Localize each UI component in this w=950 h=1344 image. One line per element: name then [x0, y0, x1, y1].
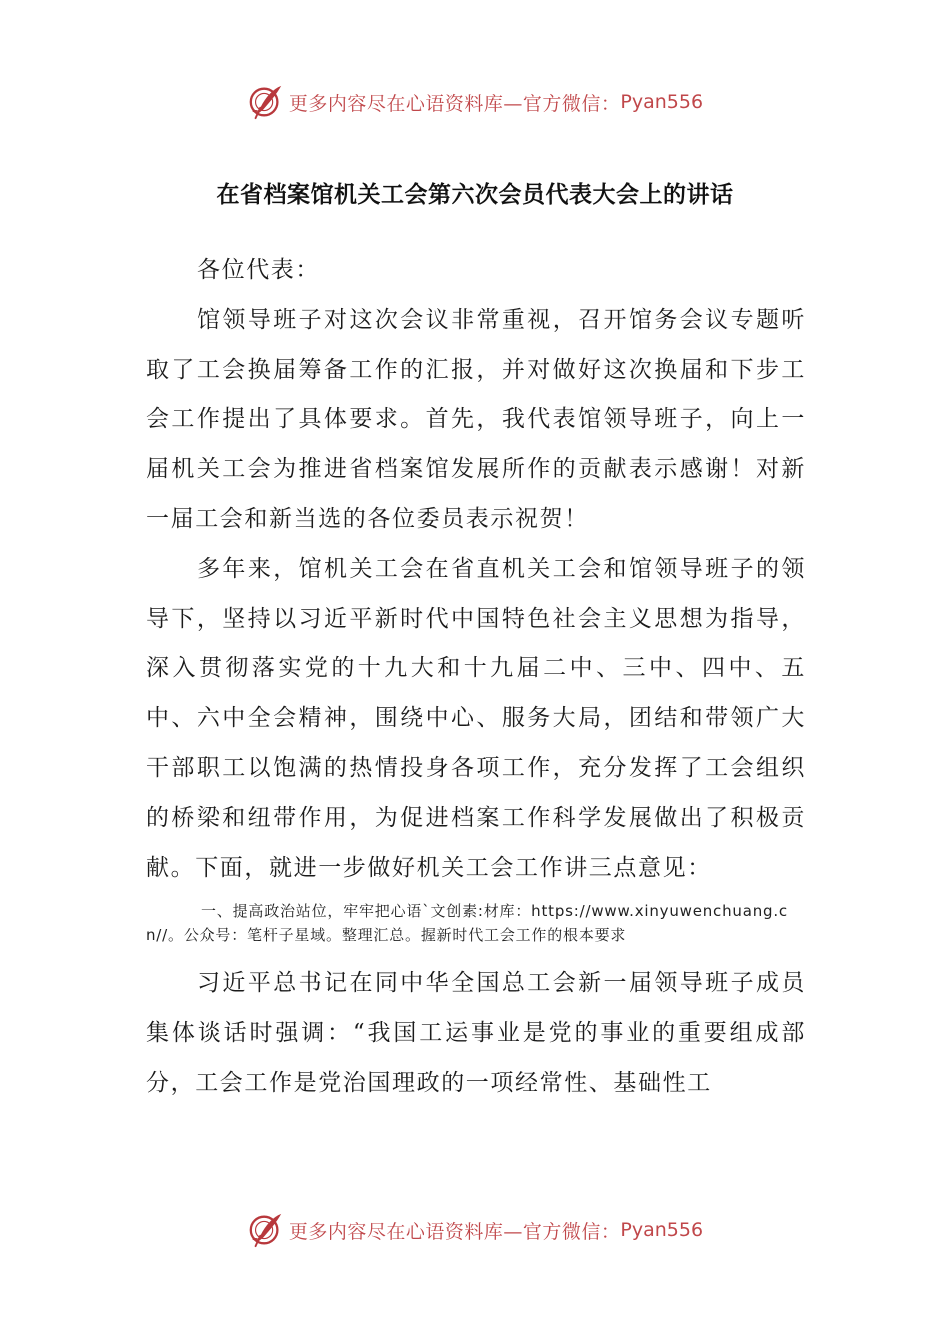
document-title: 在省档案馆机关工会第六次会员代表大会上的讲话 [216, 182, 734, 208]
body-paragraph: 多年来，馆机关工会在省直机关工会和馆领导班子的领导下，坚持以习近平新时代中国特色社会主义思想为指导，深入贯彻落实党的十九大和十九届二中、三中、四中、五中、六中全会精神，围绕中心、服务大局，团结和带领广大干部职工以饱满的热情投身各项工作，充分发挥了工会组织的桥梁和纽带作用，为促进档案工作科学发展做出了积极贡献。下面，就进一步做好机关工会工作讲三点意见： [146, 555, 806, 881]
watermark-wechat-id: Pyan556 [620, 91, 704, 113]
body-paragraph: 习近平总书记在同中华全国总工会新一届领导班子成员集体谈话时强调：“我国工运事业是党的事业的重要组成部分，工会工作是党治国理政的一项经常性、基础性工 [146, 970, 806, 1096]
watermark-wechat-id: Pyan556 [620, 1219, 704, 1241]
watermark-text: 更多内容尽在心语资料库—官方微信： [288, 92, 621, 115]
watermark-banner-bottom [0, 1208, 950, 1252]
quill-logo-icon [247, 83, 285, 121]
watermark-banner-top [0, 80, 950, 124]
quill-logo-icon [247, 1211, 285, 1249]
watermark-text: 更多内容尽在心语资料库—官方微信： [288, 1220, 621, 1243]
salutation: 各位代表： [197, 257, 320, 283]
section-heading: 一、提高政治站位，牢牢把心语`文创素:材库：https://www.xinyuwenchuang.cn//。公众号：笔杆子星域。整理汇总。握新时代工会工作的根本要求 [146, 902, 788, 945]
body-paragraph: 馆领导班子对这次会议非常重视，召开馆务会议专题听取了工会换届筹备工作的汇报，并对做好这次换届和下步工会工作提出了具体要求。首先，我代表馆领导班子，向上一届机关工会为推进省档案馆发展所作的贡献表示感谢！对新一届工会和新当选的各位委员表示祝贺！ [146, 306, 806, 532]
document-body [146, 246, 806, 1109]
